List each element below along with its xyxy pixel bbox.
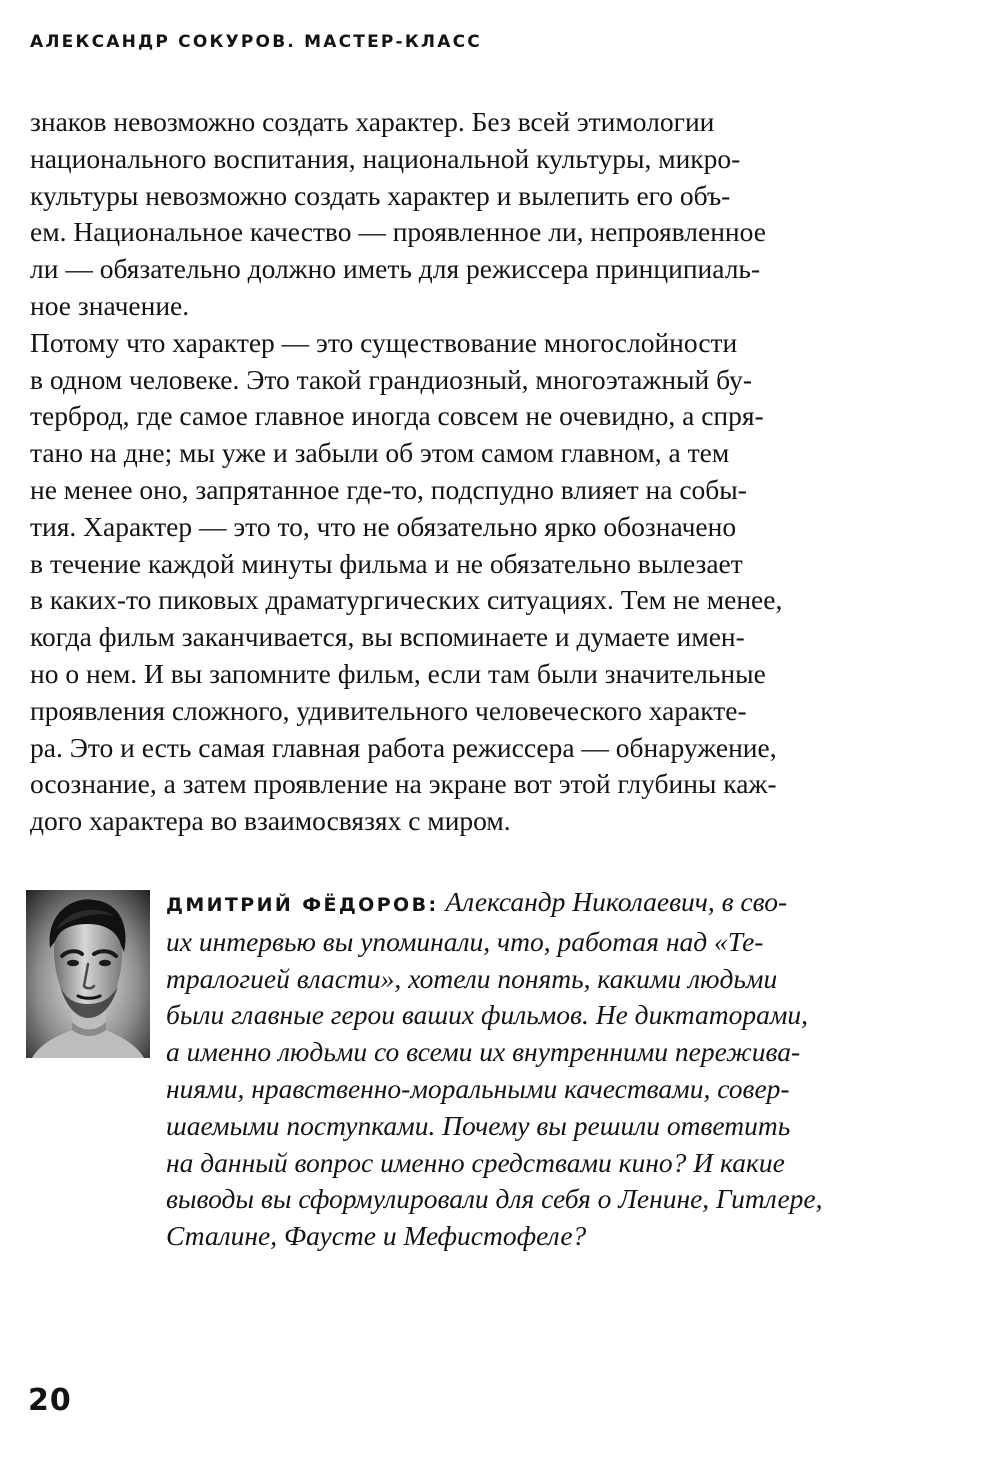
body-line: Потому что характер — это существование многослойности	[30, 326, 738, 358]
body-line: не менее оно, запрятанное где-то, подспудно влияет на собы-	[30, 473, 747, 505]
body-text	[30, 104, 870, 840]
body-line: тано на дне; мы уже и забыли об этом самом главном, а тем	[30, 437, 730, 469]
question-line: были главные герои ваших фильмов. Не диктаторами,	[166, 999, 809, 1031]
body-line: но о нем. И вы запомните фильм, если там были значительные	[30, 657, 766, 689]
page-number: 20	[28, 1383, 72, 1418]
question-line: тралогией власти», хотели понять, какими людьми	[166, 962, 778, 994]
body-line: дого характера во взаимосвязях с миром.	[30, 805, 511, 837]
running-head: АЛЕКСАНДР СОКУРОВ. МАСТЕР-КЛАСС	[30, 32, 482, 52]
body-line: ем. Национальное качество — проявленное ли, непроявленное	[30, 216, 766, 248]
body-line: ное значение.	[30, 289, 190, 321]
speaker-name: ДМИТРИЙ ФЁДОРОВ:	[166, 894, 439, 916]
question-line: шаемыми поступками. Почему вы решили ответить	[166, 1109, 791, 1141]
body-line: осознание, а затем проявление на экране вот этой глубины каж-	[30, 768, 777, 800]
interview-question	[166, 884, 886, 1255]
body-line: проявления сложного, удивительного человеческого характе-	[30, 694, 747, 726]
question-line: на данный вопрос именно средствами кино? И какие	[166, 1146, 785, 1178]
speaker-portrait	[26, 890, 150, 1058]
question-line: их интервью вы упоминали, что, работая над «Те-	[166, 925, 764, 957]
question-line: Александр Николаевич, в сво-	[445, 886, 788, 917]
body-line: в течение каждой минуты фильма и не обязательно вылезает	[30, 547, 743, 579]
question-first-line	[166, 884, 886, 924]
body-line: терброд, где самое главное иногда совсем не очевидно, а спря-	[30, 400, 764, 432]
body-line: когда фильм заканчивается, вы вспоминаете и думаете имен-	[30, 621, 745, 653]
question-line: ниями, нравственно-моральными качествами, совер-	[166, 1072, 790, 1104]
body-line: в каких-то пиковых драматургических ситуациях. Тем не менее,	[30, 584, 783, 616]
body-line: ра. Это и есть самая главная работа режиссера — обнаружение,	[30, 731, 777, 763]
question-line: выводы вы сформулировали для себя о Ленине, Гитлере,	[166, 1183, 823, 1215]
body-line: ли — обязательно должно иметь для режиссера принципиаль-	[30, 253, 761, 285]
body-line: тия. Характер — это то, что не обязательно ярко обозначено	[30, 510, 737, 542]
body-line: в одном человеке. Это такой грандиозный, многоэтажный бу-	[30, 363, 752, 395]
body-line: знаков невозможно создать характер. Без всей этимологии	[30, 106, 715, 137]
body-line: культуры невозможно создать характер и вылепить его объ-	[30, 179, 731, 211]
body-line: национального воспитания, национальной культуры, микро-	[30, 142, 741, 174]
question-line: Сталине, Фаусте и Мефистофеле?	[166, 1220, 587, 1252]
question-line: а именно людьми со всеми их внутренними пережива-	[166, 1036, 801, 1068]
